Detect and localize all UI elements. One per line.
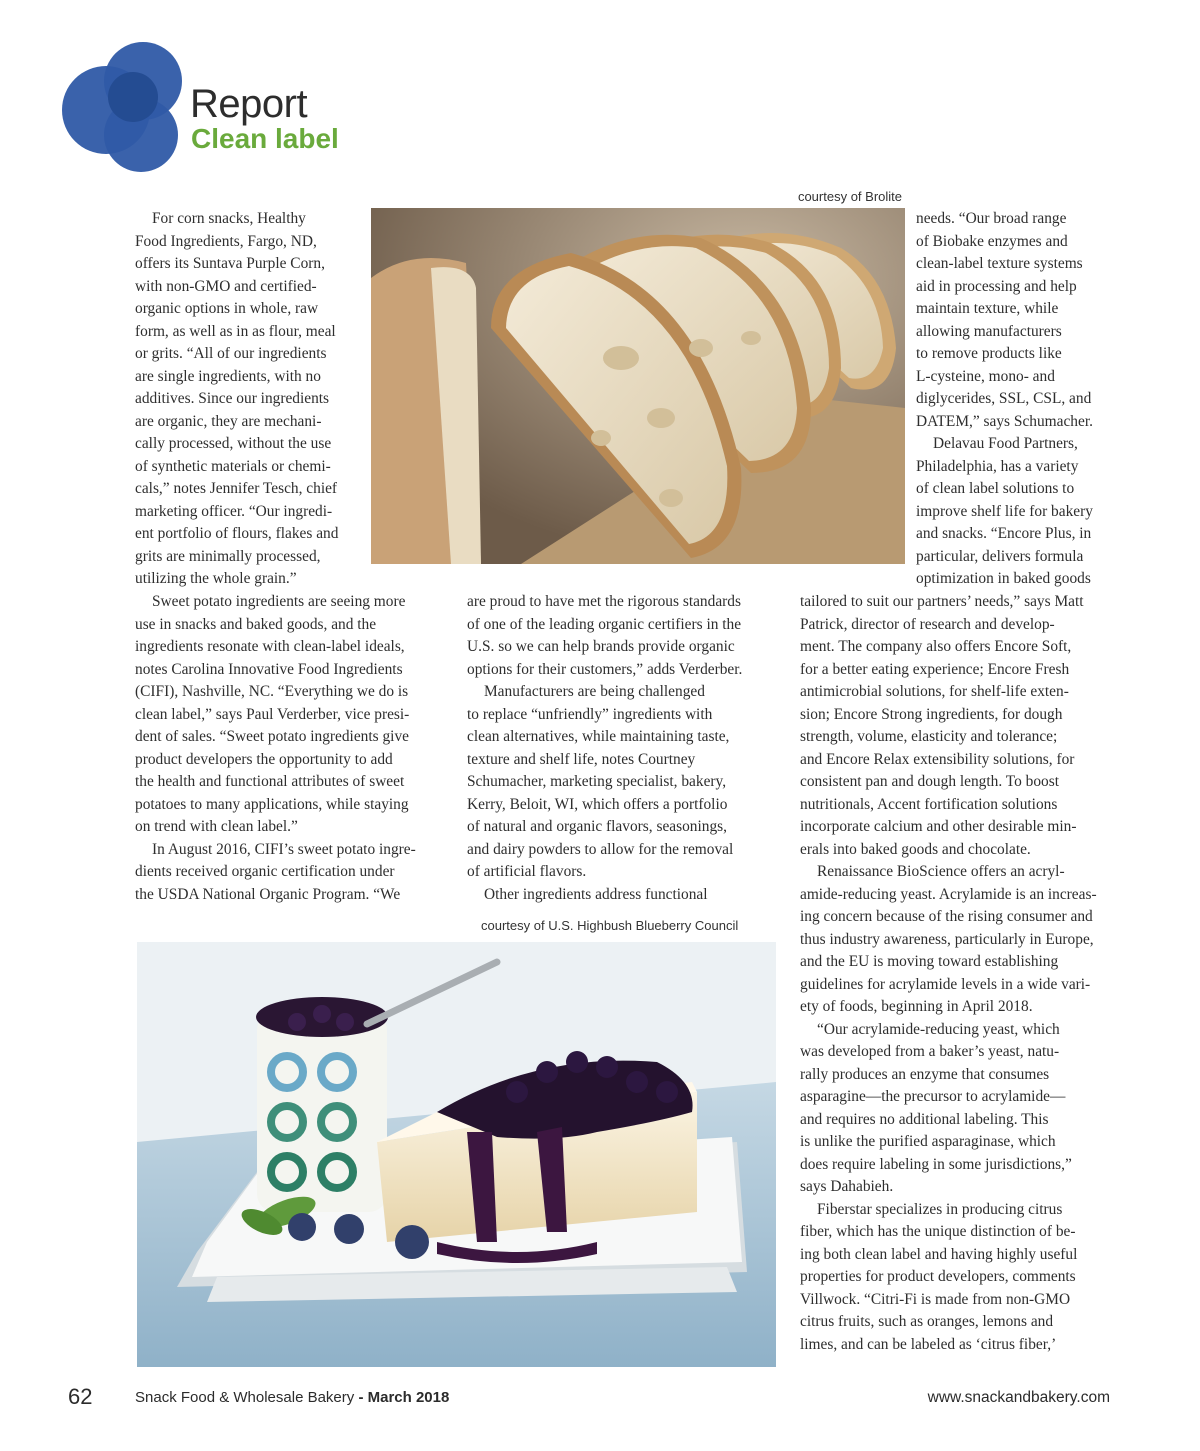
text-line: of artificial flavors. (467, 863, 587, 880)
text-line: particular, delivers formula (916, 547, 1084, 565)
report-logo (0, 0, 190, 180)
text-line: of synthetic materials or chemi- (135, 457, 331, 475)
text-line: clean alternatives, while maintaining taste, (467, 728, 730, 745)
text-line: and Encore Relax extensibility solutions, for (800, 750, 1075, 768)
text-line: are proud to have met the rigorous standards (467, 593, 741, 610)
text-line: nutritionals, Accent fortification solutions (800, 795, 1058, 813)
text-line: for a better eating experience; Encore Fresh (800, 660, 1070, 678)
text-line: potatoes to many applications, while staying (135, 795, 409, 813)
text-line: Schumacher, marketing specialist, bakery, (467, 773, 727, 790)
col1-bottom-text (135, 591, 440, 906)
text-line: additives. Since our ingredients (135, 390, 330, 407)
text-line: Patrick, director of research and develop- (800, 615, 1055, 633)
text-line: Delavau Food Partners, (933, 435, 1078, 452)
section-subtitle: Clean label (191, 123, 339, 154)
paragraph (467, 591, 779, 681)
text-line: strength, volume, elasticity and tolerance; (800, 728, 1058, 745)
text-line: sion; Encore Strong ingredients, for dough (800, 705, 1063, 723)
text-line: Other ingredients address functional (484, 885, 708, 903)
text-line: and dairy powders to allow for the removal (467, 840, 734, 858)
page-number: 62 (68, 1384, 93, 1409)
bread-illustration (371, 208, 905, 564)
text-line: notes Carolina Innovative Food Ingredients (135, 660, 403, 678)
text-line: form, as well as in as flour, meal (135, 322, 336, 340)
text-line: thus industry awareness, particularly in Europe, (800, 930, 1094, 948)
text-line: (CIFI), Nashville, NC. “Everything we do is (135, 683, 409, 700)
col1-top-text (135, 208, 365, 591)
text-line: are organic, they are mechani- (135, 412, 322, 430)
text-line: cally processed, without the use (135, 435, 332, 452)
text-line: and the EU is moving toward establishing (800, 953, 1059, 970)
text-line: guidelines for acrylamide levels in a wide vari- (800, 975, 1091, 993)
text-line: says Dahabieh. (800, 1178, 894, 1195)
text-line: ing concern because of the rising consumer and (800, 908, 1093, 925)
text-line: dent of sales. “Sweet potato ingredients give (135, 728, 409, 745)
text-line: ety of foods, beginning in April 2018. (800, 998, 1033, 1015)
text-line: fiber, which has the unique distinction of be- (800, 1223, 1076, 1240)
text-line: does require labeling in some jurisdictions,” (800, 1155, 1072, 1173)
text-line: is unlike the purified asparaginase, which (800, 1133, 1056, 1150)
text-line: with non-GMO and certified- (135, 277, 317, 295)
text-line: allowing manufacturers (916, 322, 1062, 340)
text-line: of clean label solutions to (916, 480, 1075, 497)
cheesecake-illustration (137, 942, 776, 1367)
text-line: or grits. “All of our ingredients (135, 345, 327, 362)
col3-top-text (916, 208, 1116, 591)
text-line: use in snacks and baked goods, and the (135, 615, 377, 633)
text-line: clean-label texture systems (916, 255, 1083, 272)
text-line: antimicrobial solutions, for shelf-life exten- (800, 683, 1069, 700)
paragraph (467, 681, 779, 884)
magazine-name: Snack Food & Wholesale Bakery (135, 1389, 355, 1406)
text-line: was developed from a baker’s yeast, natu- (800, 1043, 1060, 1060)
text-line: For corn snacks, Healthy (152, 210, 306, 227)
bread-photo (371, 208, 905, 564)
text-line: offers its Suntava Purple Corn, (135, 255, 325, 272)
text-line: Manufacturers are being challenged (484, 683, 705, 700)
text-line: marketing officer. “Our ingredi- (135, 502, 333, 520)
text-line: and requires no additional labeling. This (800, 1110, 1049, 1128)
paragraph (916, 208, 1116, 433)
text-line: U.S. so we can help brands provide organic (467, 638, 735, 655)
text-line: Philadelphia, has a variety (916, 457, 1079, 475)
text-line: aid in processing and help (916, 277, 1077, 295)
text-line: dients received organic certification under (135, 863, 395, 880)
text-line: amide-reducing yeast. Acrylamide is an increas- (800, 885, 1097, 903)
text-line: Sweet potato ingredients are seeing more (152, 593, 406, 610)
text-line: properties for product developers, comments (800, 1268, 1076, 1285)
text-line: and snacks. “Encore Plus, in (916, 525, 1092, 542)
text-line: ingredients resonate with clean-label ideals, (135, 638, 405, 655)
text-line: rally produces an enzyme that consumes (800, 1065, 1050, 1083)
text-line: Food Ingredients, Fargo, ND, (135, 232, 317, 250)
text-line: of Biobake enzymes and (916, 232, 1068, 250)
text-line: cals,” notes Jennifer Tesch, chief (135, 480, 338, 497)
text-line: “Our acrylamide-reducing yeast, which (817, 1020, 1060, 1038)
text-line: of natural and organic flavors, seasonings, (467, 818, 728, 835)
text-line: texture and shelf life, notes Courtney (467, 750, 696, 768)
paragraph (135, 591, 440, 839)
website-url: www.snackandbakery.com (927, 1389, 1110, 1406)
text-line: DATEM,” says Schumacher. (916, 412, 1093, 430)
paragraph (800, 1199, 1116, 1357)
text-line: Renaissance BioScience offers an acryl- (817, 863, 1065, 880)
blueberry-cheesecake-photo (137, 942, 776, 1367)
text-line: incorporate calcium and other desirable min- (800, 818, 1077, 835)
text-line: ent portfolio of flours, flakes and (135, 525, 339, 542)
text-line: tailored to suit our partners’ needs,” says Matt (800, 593, 1084, 610)
text-line: grits are minimally processed, (135, 547, 321, 565)
text-line: Kerry, Beloit, WI, which offers a portfolio (467, 795, 728, 813)
text-line: maintain texture, while (916, 300, 1059, 317)
magazine-title (135, 1389, 449, 1406)
text-line: limes, and can be labeled as ‘citrus fiber,’ (800, 1335, 1057, 1353)
text-line: utilizing the whole grain.” (135, 570, 297, 587)
text-line: the health and functional attributes of sweet (135, 773, 405, 790)
text-line: erals into baked goods and chocolate. (800, 840, 1031, 858)
berry-photo-caption: courtesy of U.S. Highbush Blueberry Council (481, 918, 739, 933)
text-line: Fiberstar specializes in producing citrus (817, 1200, 1063, 1218)
text-line: asparagine—the precursor to acrylamide— (800, 1088, 1066, 1105)
text-line: to remove products like (916, 345, 1062, 362)
text-line: improve shelf life for bakery (916, 502, 1093, 520)
col2-text (467, 591, 779, 906)
text-line: citrus fruits, such as oranges, lemons and (800, 1313, 1054, 1330)
col3-bottom-text (800, 591, 1116, 1356)
text-line: needs. “Our broad range (916, 210, 1067, 227)
text-line: In August 2016, CIFI’s sweet potato ingre- (152, 840, 416, 858)
text-line: product developers the opportunity to add (135, 750, 393, 768)
paragraph (916, 433, 1116, 591)
paragraph (135, 208, 365, 591)
text-line: clean label,” says Paul Verderber, vice presi- (135, 705, 410, 723)
text-line: organic options in whole, raw (135, 300, 319, 317)
paragraph (800, 1019, 1116, 1199)
text-line: the USDA National Organic Program. “We (135, 885, 401, 903)
text-line: are single ingredients, with no (135, 367, 321, 385)
text-line: Villwock. “Citri-Fi is made from non-GMO (800, 1290, 1071, 1308)
text-line: L-cysteine, mono- and (916, 367, 1055, 385)
logo-overlap (108, 72, 158, 122)
text-line: consistent pan and dough length. To boost (800, 773, 1059, 790)
paragraph (800, 861, 1116, 1019)
text-line: ing both clean label and having highly useful (800, 1245, 1078, 1263)
paragraph (135, 839, 440, 907)
text-line: of one of the leading organic certifiers in the (467, 615, 742, 633)
bread-photo-caption: courtesy of Brolite (797, 189, 902, 204)
text-line: to replace “unfriendly” ingredients with (467, 705, 713, 723)
paragraph (467, 884, 779, 907)
text-line: diglycerides, SSL, CSL, and (916, 390, 1092, 407)
issue-date: - March 2018 (354, 1389, 450, 1406)
text-line: ment. The company also offers Encore Soft, (800, 638, 1072, 655)
text-line: on trend with clean label.” (135, 818, 298, 835)
text-line: options for their customers,” adds Verderber. (467, 660, 743, 678)
paragraph (800, 591, 1116, 861)
text-line: optimization in baked goods (916, 570, 1091, 587)
section-title: Report (190, 82, 308, 126)
